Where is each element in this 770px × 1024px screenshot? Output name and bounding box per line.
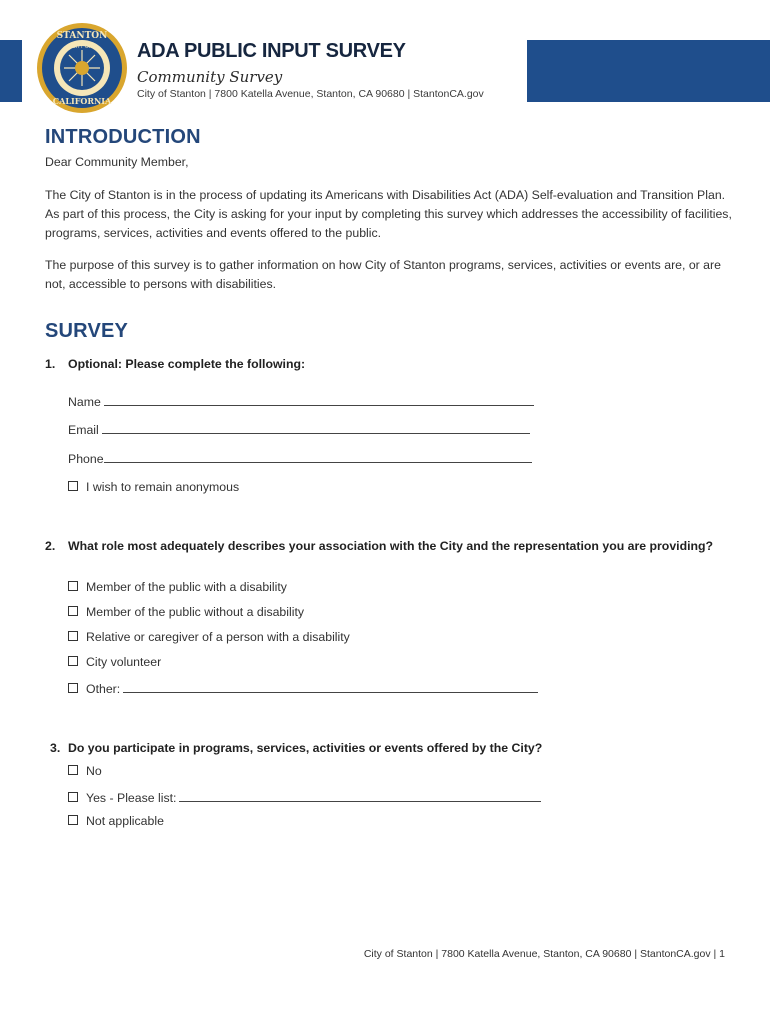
email-field[interactable] (68, 421, 530, 437)
checkbox[interactable] (68, 581, 78, 591)
page-footer: City of Stanton | 7800 Katella Avenue, Stanton, CA 90680 | StantonCA.gov | 1 (363, 948, 725, 960)
option-label: Relative or caregiver of a person with a disability (86, 630, 350, 644)
option-label: Member of the public without a disability (86, 605, 305, 619)
option-label: I wish to remain anonymous (86, 480, 240, 494)
header-accent-right (527, 40, 770, 102)
question-1 (45, 355, 305, 374)
seal-top-text: CITY OF (72, 44, 92, 50)
header-address: City of Stanton | 7800 Katella Avenue, Stanton, CA 90680 | StantonCA.gov (137, 88, 484, 100)
document-subtitle: Community Survey (137, 68, 283, 86)
checkbox-option-yes[interactable] (68, 789, 541, 805)
checkbox[interactable] (68, 765, 78, 775)
other-input-line[interactable] (123, 680, 538, 693)
option-label: Member of the public with a disability (86, 580, 287, 594)
document-title: ADA PUBLIC INPUT SURVEY (137, 40, 406, 62)
checkbox-option[interactable] (68, 605, 304, 619)
seal-year-text: 1956 (76, 90, 88, 95)
question-3 (50, 739, 542, 758)
survey-heading: SURVEY (45, 320, 129, 342)
checkbox[interactable] (68, 631, 78, 641)
name-field[interactable] (68, 393, 534, 409)
intro-paragraph-1: The City of Stanton is in the process of updating its Americans with Disabilities Act (ADA) Self-evaluation and Transition Plan. As part of this process, the City is asking for your input by completing this survey which addresses the accessibility of facilities, programs, services, activities and events offered to the public. (45, 188, 732, 240)
name-input-line[interactable] (104, 393, 534, 406)
field-label: Phone (68, 452, 104, 466)
checkbox[interactable] (68, 792, 78, 802)
introduction-heading: INTRODUCTION (45, 126, 201, 148)
intro-paragraph-2: The purpose of this survey is to gather information on how City of Stanton programs, services, activities or events are, or are not, accessible to persons with disabilities. (45, 258, 721, 291)
field-label: Email (68, 423, 99, 437)
phone-input-line[interactable] (104, 450, 532, 463)
option-label: City volunteer (86, 655, 162, 669)
checkbox-option[interactable] (68, 764, 102, 778)
email-input-line[interactable] (102, 421, 530, 434)
option-label: Not applicable (86, 814, 164, 828)
option-label: Yes - Please list: (86, 791, 177, 805)
seal-bottom-text: CALIFORNIA (52, 96, 112, 106)
question-number: 2. (45, 539, 56, 553)
checkbox[interactable] (68, 815, 78, 825)
checkbox[interactable] (68, 683, 78, 693)
checkbox[interactable] (68, 606, 78, 616)
yes-list-input-line[interactable] (179, 789, 541, 802)
option-label: Other: (86, 682, 121, 696)
checkbox-option[interactable] (68, 580, 287, 594)
question-text: Do you participate in programs, services, activities or events offered by the City? (68, 741, 543, 755)
question-number: 1. (45, 357, 56, 371)
seal-name-text: STANTON (56, 31, 108, 41)
question-text: What role most adequately describes your association with the City and the representation you are providing? (68, 539, 714, 553)
question-2 (45, 537, 733, 556)
question-text: Optional: Please complete the following: (68, 357, 306, 371)
greeting: Dear Community Member, (45, 155, 189, 169)
field-label: Name (68, 395, 101, 409)
checkbox[interactable] (68, 656, 78, 666)
option-label: No (86, 764, 102, 778)
checkbox-anonymous[interactable] (68, 480, 239, 494)
header-accent-left (0, 40, 22, 102)
phone-field[interactable] (68, 450, 532, 466)
city-seal-logo (36, 22, 128, 114)
question-number: 3. (50, 741, 61, 755)
checkbox[interactable] (68, 481, 78, 491)
checkbox-option-other[interactable] (68, 680, 538, 696)
checkbox-option[interactable] (68, 630, 350, 644)
checkbox-option[interactable] (68, 814, 164, 828)
checkbox-option[interactable] (68, 655, 161, 669)
